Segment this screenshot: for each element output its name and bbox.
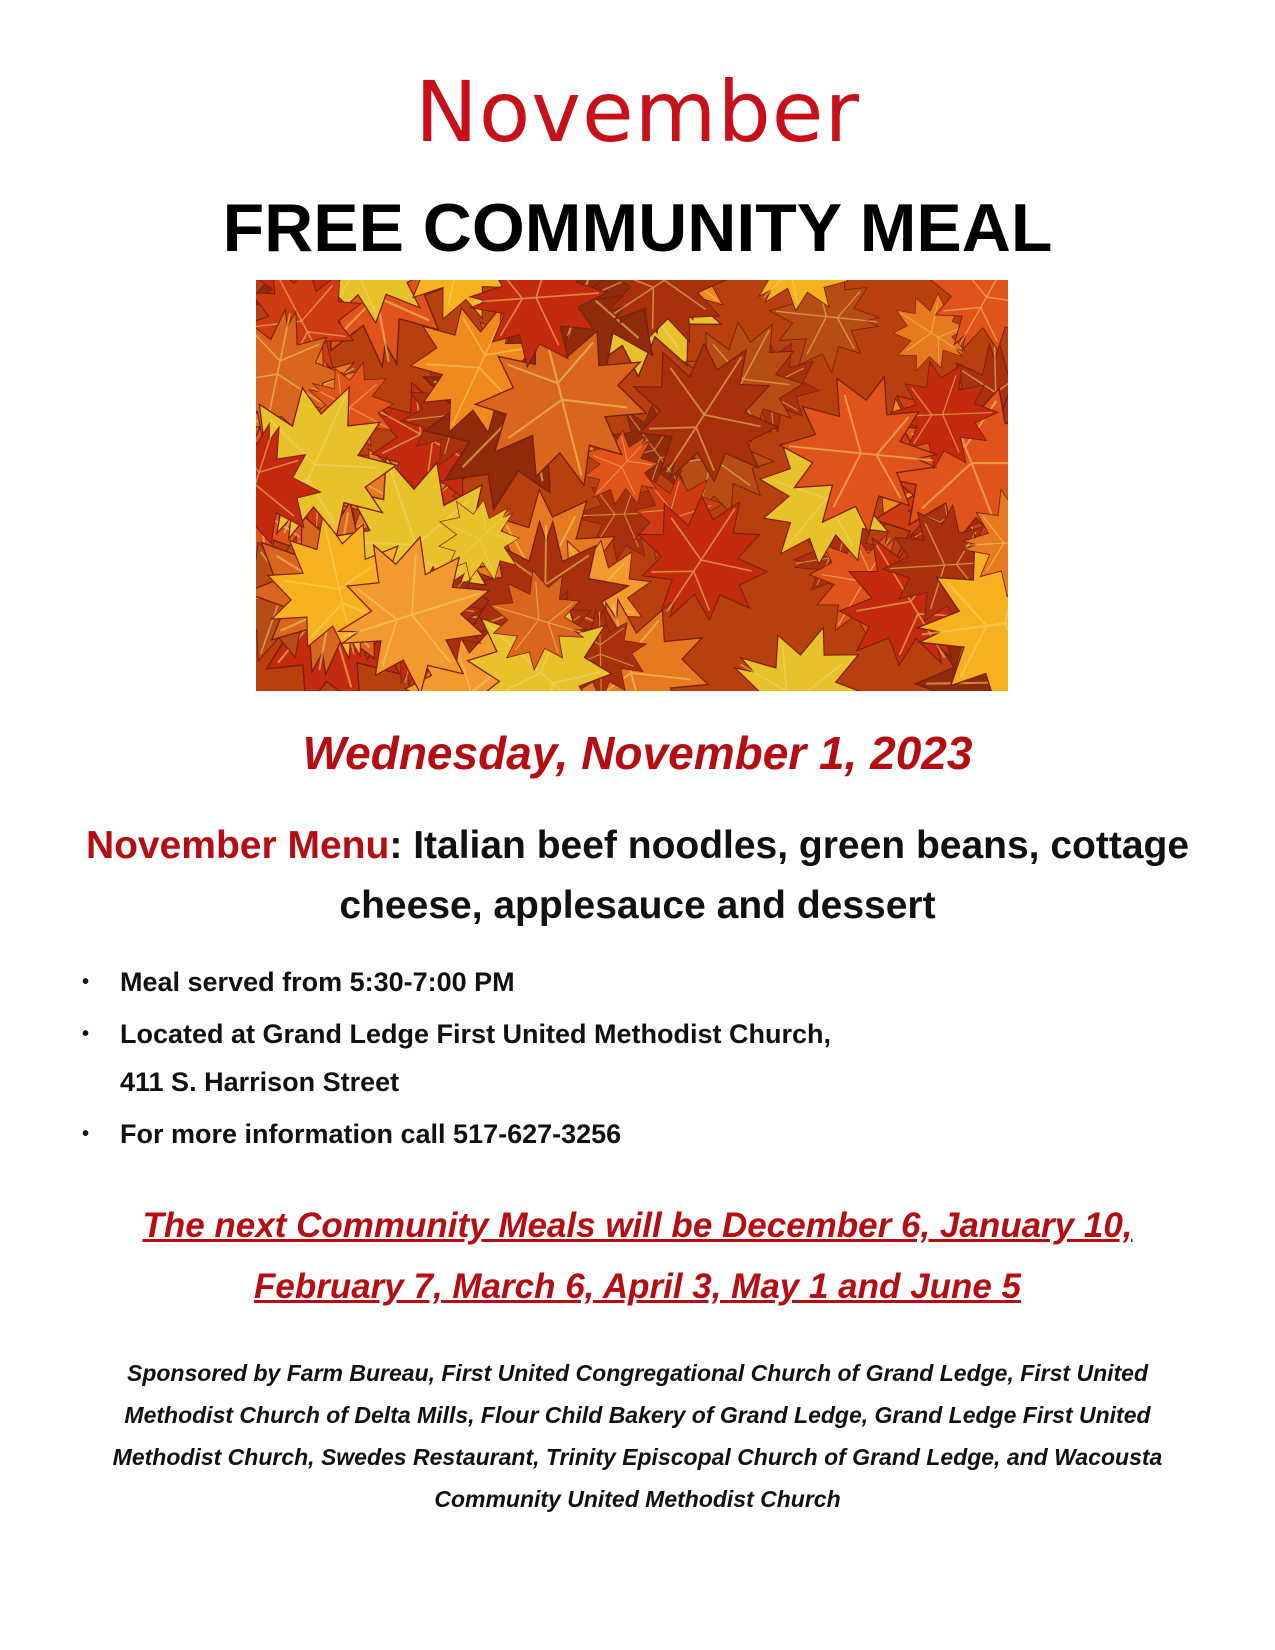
bullet-icon: • [82, 1123, 90, 1145]
bullet-icon: • [82, 1023, 90, 1045]
next-meals-notice: The next Community Meals will be December 6, January 10, February 7, March 6, April 3, May 1 and June 5 [142, 1206, 1133, 1306]
bullet-icon: • [82, 971, 90, 993]
menu-separator: : [389, 824, 403, 867]
sponsors-text: Sponsored by Farm Bureau, First United Congregational Church of Grand Ledge, First United Methodist Church of Delta Mills, Flour Child Bakery of Grand Ledge, Grand Ledge First United Methodist Church, Swedes Restaurant, Trinity Episcopal Church of Grand Ledge, and Wacousta Community United Methodist Church [112, 1360, 1163, 1512]
menu-label: November Menu [85, 824, 390, 867]
list-item [78, 1110, 1178, 1158]
location-line-2: 411 S. Harrison Street [120, 1067, 400, 1097]
list-item [78, 1010, 1178, 1106]
meal-time: Meal served from 5:30-7:00 PM [120, 967, 515, 997]
list-item [78, 958, 1178, 1006]
menu-description [60, 816, 1215, 936]
month-heading: November [415, 63, 860, 161]
details-list [78, 958, 1178, 1162]
page-title: FREE COMMUNITY MEAL [222, 190, 1053, 266]
menu-items: Italian beef noodles, green beans, cottage cheese, applesauce and dessert [339, 824, 1190, 927]
autumn-leaves-image [256, 280, 1008, 691]
event-date: Wednesday, November 1, 2023 [302, 727, 973, 779]
info-phone: For more information call 517-627-3256 [120, 1119, 622, 1149]
location-line-1: Located at Grand Ledge First United Methodist Church, [120, 1019, 832, 1049]
